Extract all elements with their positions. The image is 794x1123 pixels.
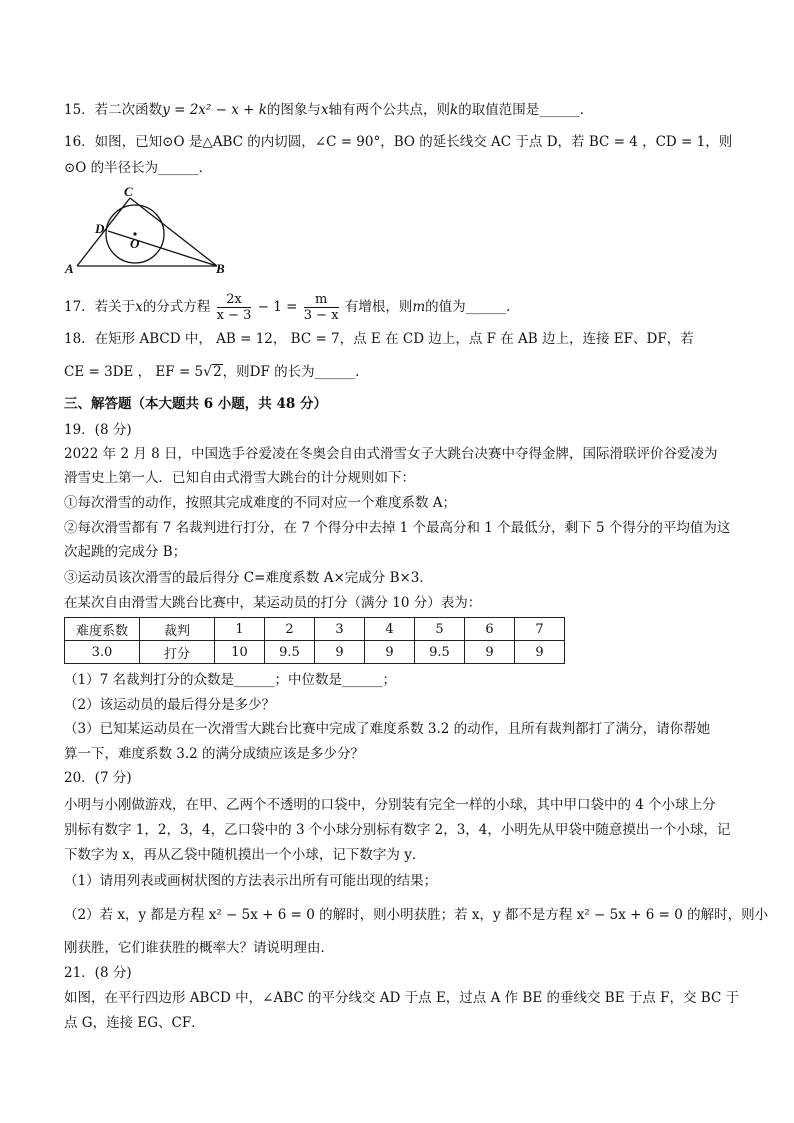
label-A: A bbox=[65, 261, 74, 276]
q17-fraction-1-denominator: x − 3 bbox=[216, 308, 252, 323]
q19-sub-3b: 算一下，难度系数 3.2 的满分成绩应该是多少分？ bbox=[64, 746, 365, 762]
q17-fraction-2-numerator: m bbox=[304, 292, 339, 308]
table-cell: 9.5 bbox=[415, 641, 465, 664]
side-CB bbox=[130, 198, 217, 266]
q19-rule-2b: 次起跳的完成分 B； bbox=[64, 544, 187, 560]
q17-text-end: 的值为______． bbox=[425, 299, 520, 315]
q15-var-k: k bbox=[450, 102, 459, 118]
q17-text-post: 有增根，则 bbox=[344, 299, 413, 315]
q17-operator: − 1 = bbox=[257, 299, 298, 315]
q15-expression: y = 2x² − x + k bbox=[162, 102, 267, 118]
table-cell: 9 bbox=[465, 641, 515, 664]
table-cell: 2 bbox=[265, 618, 315, 641]
q17-var-m: m bbox=[412, 299, 426, 315]
q16-line2: ⊙O 的半径长为______． bbox=[64, 160, 213, 176]
q20-paragraph-2: 别标有数字 1，2，3，4，乙口袋中的 3 个小球分别标有数字 2，3，4，小明先从甲袋中随意摸出一个小球，记 bbox=[64, 822, 731, 838]
q15-period: ． bbox=[579, 102, 594, 118]
q15-line bbox=[64, 100, 593, 120]
q19-paragraph-2: 滑雪史上第一人．已知自由式滑雪大跳台的计分规则如下： bbox=[64, 470, 415, 486]
q15-var-x: x bbox=[320, 102, 329, 118]
q19-paragraph-1: 2022 年 2 月 8 日，中国选手谷爱凌在冬奥会自由式滑雪女子大跳台决赛中夺得金牌，国际滑联评价谷爱凌为 bbox=[64, 446, 718, 462]
label-D: D bbox=[95, 221, 105, 236]
q19-rule-3: ③运动员该次滑雪的最后得分 C=难度系数 A×完成分 B×3． bbox=[64, 570, 433, 586]
table-cell: 9 bbox=[515, 641, 565, 664]
table-cell: 难度系数 bbox=[65, 618, 140, 641]
label-O: O bbox=[130, 236, 140, 251]
table-cell: 4 bbox=[365, 618, 415, 641]
label-C: C bbox=[124, 184, 133, 199]
table-cell: 裁判 bbox=[140, 618, 215, 641]
q18-text: CE = 3DE ， EF = 5 bbox=[64, 364, 204, 380]
q18-line1: 18．在矩形 ABCD 中， AB = 12， BC = 7，点 E 在 CD 边上，点 F 在 AB 边上，连接 EF、DF，若 bbox=[64, 331, 694, 347]
table-cell: 7 bbox=[515, 618, 565, 641]
q20-sub-2a: （2）若 x，y 都是方程 x² − 5x + 6 = 0 的解时，则小明获胜；若 x，y 都不是方程 x² − 5x + 6 = 0 的解时，则小 bbox=[64, 907, 769, 923]
table-cell: 9.5 bbox=[265, 641, 315, 664]
q21-paragraph-2: 点 G，连接 EG、CF． bbox=[64, 1015, 205, 1031]
q17-var-x: x bbox=[135, 299, 143, 315]
table-cell: 打分 bbox=[140, 641, 215, 664]
q20-paragraph-3: 下数字为 x，再从乙袋中随机摸出一个小球，记下数字为 y． bbox=[64, 847, 426, 863]
q15-text-mid2: 轴有两个公共点，则 bbox=[328, 102, 451, 118]
q21-paragraph-1: 如图，在平行四边形 ABCD 中，∠ABC 的平分线交 AD 于点 E，过点 A 作 BE 的垂线交 BE 于点 F，交 BC 于 bbox=[64, 990, 740, 1006]
label-B: B bbox=[216, 261, 225, 276]
q21-heading: 21．(8 分) bbox=[64, 965, 132, 981]
q17-text: 17．若关于 bbox=[64, 299, 136, 315]
q20-sub-2b: 刚获胜，它们谁获胜的概率大？请说明理由． bbox=[64, 940, 334, 956]
q17-line bbox=[64, 290, 520, 324]
q17-fraction-2 bbox=[304, 292, 339, 323]
q15-text: 15．若二次函数 bbox=[64, 102, 163, 118]
q18-sqrt-value: 2 bbox=[213, 364, 222, 380]
q15-answer-blank[interactable]: ______ bbox=[539, 102, 580, 118]
q16-figure bbox=[62, 184, 232, 280]
q16-line1: 16．如图，已知⊙O 是△ABC 的内切圆，∠C = 90°，BO 的延长线交 AC 于点 D，若 BC = 4 ，CD = 1，则 bbox=[64, 134, 733, 150]
table-cell: 10 bbox=[215, 641, 265, 664]
q19-heading: 19．(8 分) bbox=[64, 422, 132, 438]
table-cell: 5 bbox=[415, 618, 465, 641]
table-header-row bbox=[65, 618, 565, 641]
table-cell: 3 bbox=[315, 618, 365, 641]
q20-sub-1: （1）请用列表或画树状图的方法表示出所有可能出现的结果； bbox=[64, 873, 438, 889]
q19-score-table bbox=[64, 617, 565, 664]
q15-text-end: 的取值范围是 bbox=[458, 102, 540, 118]
table-cell: 9 bbox=[315, 641, 365, 664]
q19-sub-2: （2）该运动员的最后得分是多少？ bbox=[64, 697, 276, 713]
table-cell: 1 bbox=[215, 618, 265, 641]
table-cell: 9 bbox=[365, 641, 415, 664]
q17-text-mid: 的分式方程 bbox=[142, 299, 211, 315]
q18-line2: CE = 3DE ， EF = 5√2，则DF 的长为______. bbox=[64, 364, 360, 380]
section-heading: 三、解答题（本大题共 6 小题，共 48 分） bbox=[64, 396, 327, 412]
q17-fraction-1-numerator: 2x bbox=[217, 292, 252, 308]
q20-paragraph-1: 小明与小刚做游戏，在甲、乙两个不透明的口袋中，分别装有完全一样的小球，其中甲口袋中的 4 个小球上分 bbox=[64, 797, 716, 813]
q17-fraction-1 bbox=[217, 292, 252, 323]
q19-sub-3a: （3）已知某运动员在一次滑雪大跳台比赛中完成了难度系数 3.2 的动作，且所有裁判都打了满分，请你帮她 bbox=[64, 721, 711, 737]
q19-rule-2a: ②每次滑雪都有 7 名裁判进行打分，在 7 个得分中去掉 1 个最高分和 1 个最低分，剩下 5 个得分的平均值为这 bbox=[64, 520, 731, 536]
table-cell: 3.0 bbox=[65, 641, 140, 664]
table-row bbox=[65, 641, 565, 664]
table-cell: 6 bbox=[465, 618, 515, 641]
q18-text-end: ，则DF 的长为______. bbox=[222, 364, 360, 380]
q19-sub-1: （1）7 名裁判打分的众数是______；中位数是______； bbox=[64, 672, 396, 688]
q17-fraction-2-denominator: 3 − x bbox=[303, 308, 339, 323]
q19-rule-1: ①每次滑雪的动作，按照其完成难度的不同对应一个难度系数 A； bbox=[64, 495, 457, 511]
q20-heading: 20．(7 分) bbox=[64, 770, 132, 786]
q19-table-intro: 在某次自由滑雪大跳台比赛中，某运动员的打分（满分 10 分）表为： bbox=[64, 595, 482, 611]
q15-text-mid: 的图象与 bbox=[266, 102, 321, 118]
